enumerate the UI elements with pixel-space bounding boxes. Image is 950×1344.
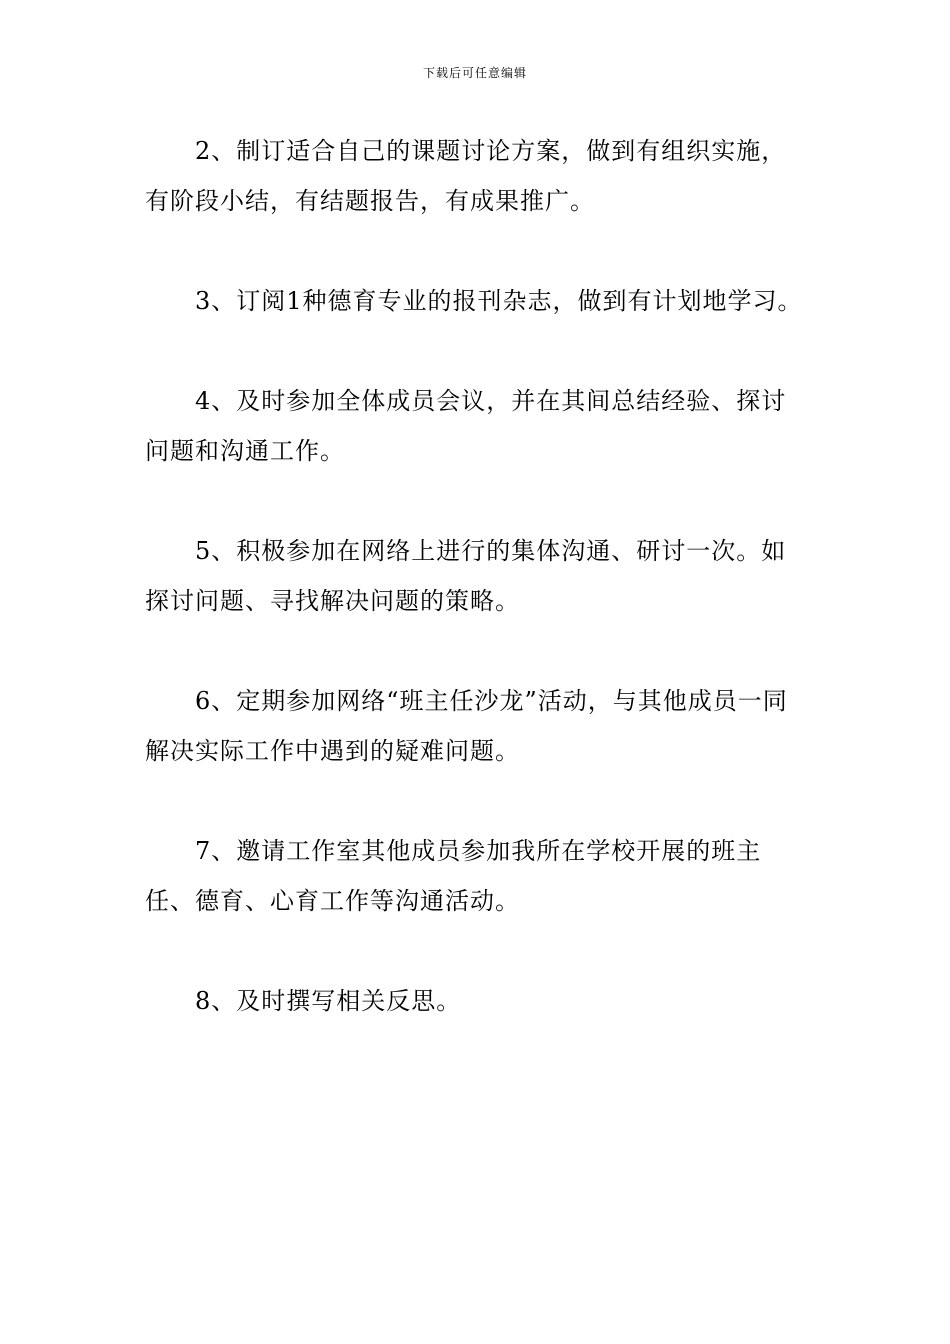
paragraph-item-6: 6、定期参加网络“班主任沙龙”活动，与其他成员一同解决实际工作中遇到的疑难问题。 xyxy=(145,687,788,765)
paragraph-item-8: 8、及时撰写相关反思。 xyxy=(195,987,462,1015)
paragraph-item-5: 5、积极参加在网络上进行的集体沟通、研讨一次。如探讨问题、寻找解决问题的策略。 xyxy=(145,537,787,615)
document-body xyxy=(145,126,810,1076)
paragraph-item-4: 4、及时参加全体成员会议，并在其间总结经验、探讨问题和沟通工作。 xyxy=(145,387,787,465)
paragraph-item-3: 3、订阅1种德育专业的报刊杂志，做到有计划地学习。 xyxy=(195,287,803,315)
page-header: 下载后可任意编辑 xyxy=(422,66,527,80)
paragraph-item-7: 7、邀请工作室其他成员参加我所在学校开展的班主任、德育、心育工作等沟通活动。 xyxy=(145,837,762,915)
paragraph-item-2: 2、制订适合自己的课题讨论方案，做到有组织实施，有阶段小结，有结题报告，有成果推广。 xyxy=(145,137,787,215)
